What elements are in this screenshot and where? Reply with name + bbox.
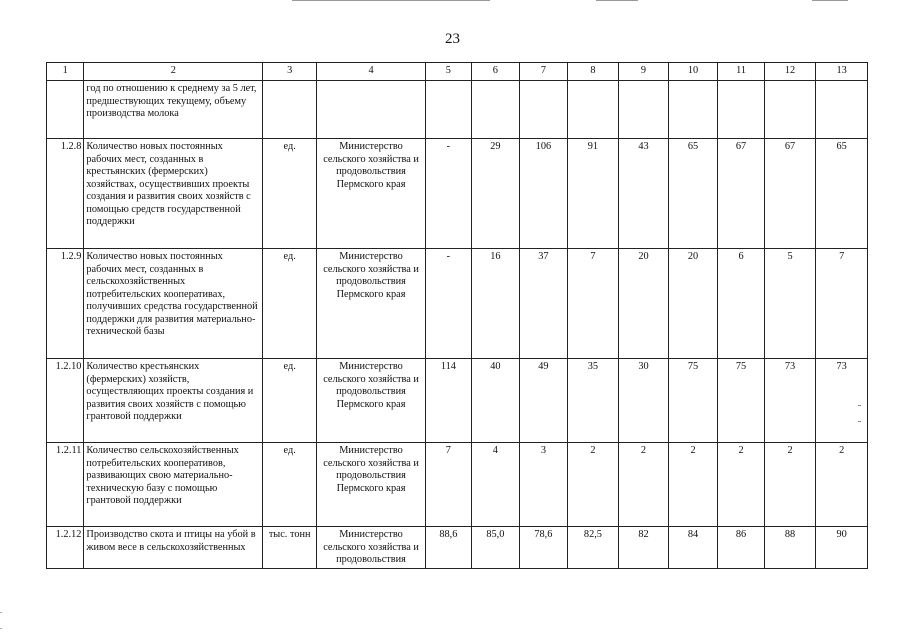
indicator-value: 49 [520, 359, 568, 443]
indicator-value: 20 [668, 249, 718, 359]
indicator-value: 6 [718, 249, 765, 359]
indicator-value: 84 [668, 527, 718, 569]
indicator-value: 5 [764, 249, 816, 359]
unit-of-measure: ед. [263, 249, 317, 359]
scan-mark [858, 405, 861, 406]
indicator-value: 2 [668, 443, 718, 527]
scan-mark [0, 628, 2, 629]
table-row [47, 81, 868, 139]
indicator-value: - [426, 249, 471, 359]
column-number-cell: 6 [471, 63, 520, 81]
indicator-value [520, 81, 568, 139]
indicator-value [718, 81, 765, 139]
indicator-value: 4 [471, 443, 520, 527]
indicator-value: 2 [816, 443, 868, 527]
indicator-value: 90 [816, 527, 868, 569]
indicator-value: 88,6 [426, 527, 471, 569]
column-number-cell: 13 [816, 63, 868, 81]
indicator-table [46, 62, 868, 569]
indicator-value: 75 [668, 359, 718, 443]
indicator-value: 7 [816, 249, 868, 359]
column-number-cell: 3 [263, 63, 317, 81]
responsible-executor: Министерство сельского хозяйства и продовольствия Пермского края [316, 139, 425, 249]
indicator-value: 86 [718, 527, 765, 569]
indicator-code: 1.2.12 [47, 527, 84, 569]
indicator-value: 2 [619, 443, 669, 527]
scan-mark [858, 421, 861, 422]
indicator-value [426, 81, 471, 139]
indicator-value: 40 [471, 359, 520, 443]
column-number-cell: 12 [764, 63, 816, 81]
scan-mark [0, 612, 2, 613]
indicator-value: 43 [619, 139, 669, 249]
unit-of-measure: тыс. тонн [263, 527, 317, 569]
indicator-value: 7 [567, 249, 619, 359]
column-number-cell: 10 [668, 63, 718, 81]
table-row [47, 249, 868, 359]
indicator-value: 16 [471, 249, 520, 359]
indicator-value: 91 [567, 139, 619, 249]
indicator-value: 82 [619, 527, 669, 569]
indicator-value: 67 [764, 139, 816, 249]
unit-of-measure: ед. [263, 139, 317, 249]
unit-of-measure: ед. [263, 443, 317, 527]
indicator-value: 3 [520, 443, 568, 527]
indicator-value: 114 [426, 359, 471, 443]
indicator-value [619, 81, 669, 139]
indicator-code: 1.2.10 [47, 359, 84, 443]
unit-of-measure: ед. [263, 359, 317, 443]
indicator-value: 88 [764, 527, 816, 569]
indicator-code [47, 81, 84, 139]
column-number-cell: 2 [84, 63, 263, 81]
responsible-executor: Министерство сельского хозяйства и продовольствия Пермского края [316, 443, 425, 527]
table-row [47, 359, 868, 443]
indicator-value: 37 [520, 249, 568, 359]
indicator-name: Производство скота и птицы на убой в живом весе в сельскохозяйственных [84, 527, 263, 569]
indicator-value: 30 [619, 359, 669, 443]
indicator-value: 35 [567, 359, 619, 443]
indicator-value: 20 [619, 249, 669, 359]
indicator-name: Количество новых постоянных рабочих мест, созданных в сельскохозяйственных потребительских кооперативах, получивших средства государственной поддержки для развития материально-технической базы [84, 249, 263, 359]
column-number-row [47, 63, 868, 81]
indicator-value: 7 [426, 443, 471, 527]
responsible-executor [316, 81, 425, 139]
table-row [47, 443, 868, 527]
indicator-value: 73 [764, 359, 816, 443]
indicator-value: 2 [764, 443, 816, 527]
indicator-value [567, 81, 619, 139]
indicator-value: 75 [718, 359, 765, 443]
responsible-executor: Министерство сельского хозяйства и продовольствия [316, 527, 425, 569]
column-number-cell: 7 [520, 63, 568, 81]
indicator-value: 65 [668, 139, 718, 249]
column-number-cell: 9 [619, 63, 669, 81]
table-row [47, 527, 868, 569]
indicator-name: год по отношению к среднему за 5 лет, предшествующих текущему, объему производства молока [84, 81, 263, 139]
scan-top-line [596, 0, 638, 1]
indicator-value: 29 [471, 139, 520, 249]
indicator-value: 73 [816, 359, 868, 443]
indicator-value: 67 [718, 139, 765, 249]
column-number-cell: 1 [47, 63, 84, 81]
indicator-name: Количество сельскохозяйственных потребительских кооперативов, развивающих свою материально-техническую базу с помощью грантовой поддержки [84, 443, 263, 527]
indicator-value: 85,0 [471, 527, 520, 569]
column-number-cell: 8 [567, 63, 619, 81]
indicator-value: - [426, 139, 471, 249]
indicator-value: 106 [520, 139, 568, 249]
indicator-code: 1.2.9 [47, 249, 84, 359]
indicator-value: 82,5 [567, 527, 619, 569]
indicator-code: 1.2.11 [47, 443, 84, 527]
indicator-name: Количество крестьянских (фермерских) хозяйств, осуществляющих проекты создания и развития своих хозяйств с помощью грантовой поддержки [84, 359, 263, 443]
indicator-name: Количество новых постоянных рабочих мест, созданных в крестьянских (фермерских) хозяйствах, осуществивших проекты создания и развития своих хозяйств с помощью средств государственной поддержки [84, 139, 263, 249]
responsible-executor: Министерство сельского хозяйства и продовольствия Пермского края [316, 249, 425, 359]
indicator-value: 65 [816, 139, 868, 249]
page-number: 23 [445, 31, 460, 47]
indicator-value: 78,6 [520, 527, 568, 569]
indicator-value: 2 [567, 443, 619, 527]
column-number-cell: 4 [316, 63, 425, 81]
indicator-code: 1.2.8 [47, 139, 84, 249]
table-row [47, 139, 868, 249]
indicator-value: 2 [718, 443, 765, 527]
indicator-value [471, 81, 520, 139]
scan-top-line [812, 0, 848, 1]
scan-top-line [292, 0, 490, 1]
responsible-executor: Министерство сельского хозяйства и продовольствия Пермского края [316, 359, 425, 443]
column-number-cell: 5 [426, 63, 471, 81]
column-number-cell: 11 [718, 63, 765, 81]
indicator-value [764, 81, 816, 139]
indicator-value [816, 81, 868, 139]
unit-of-measure [263, 81, 317, 139]
indicator-value [668, 81, 718, 139]
